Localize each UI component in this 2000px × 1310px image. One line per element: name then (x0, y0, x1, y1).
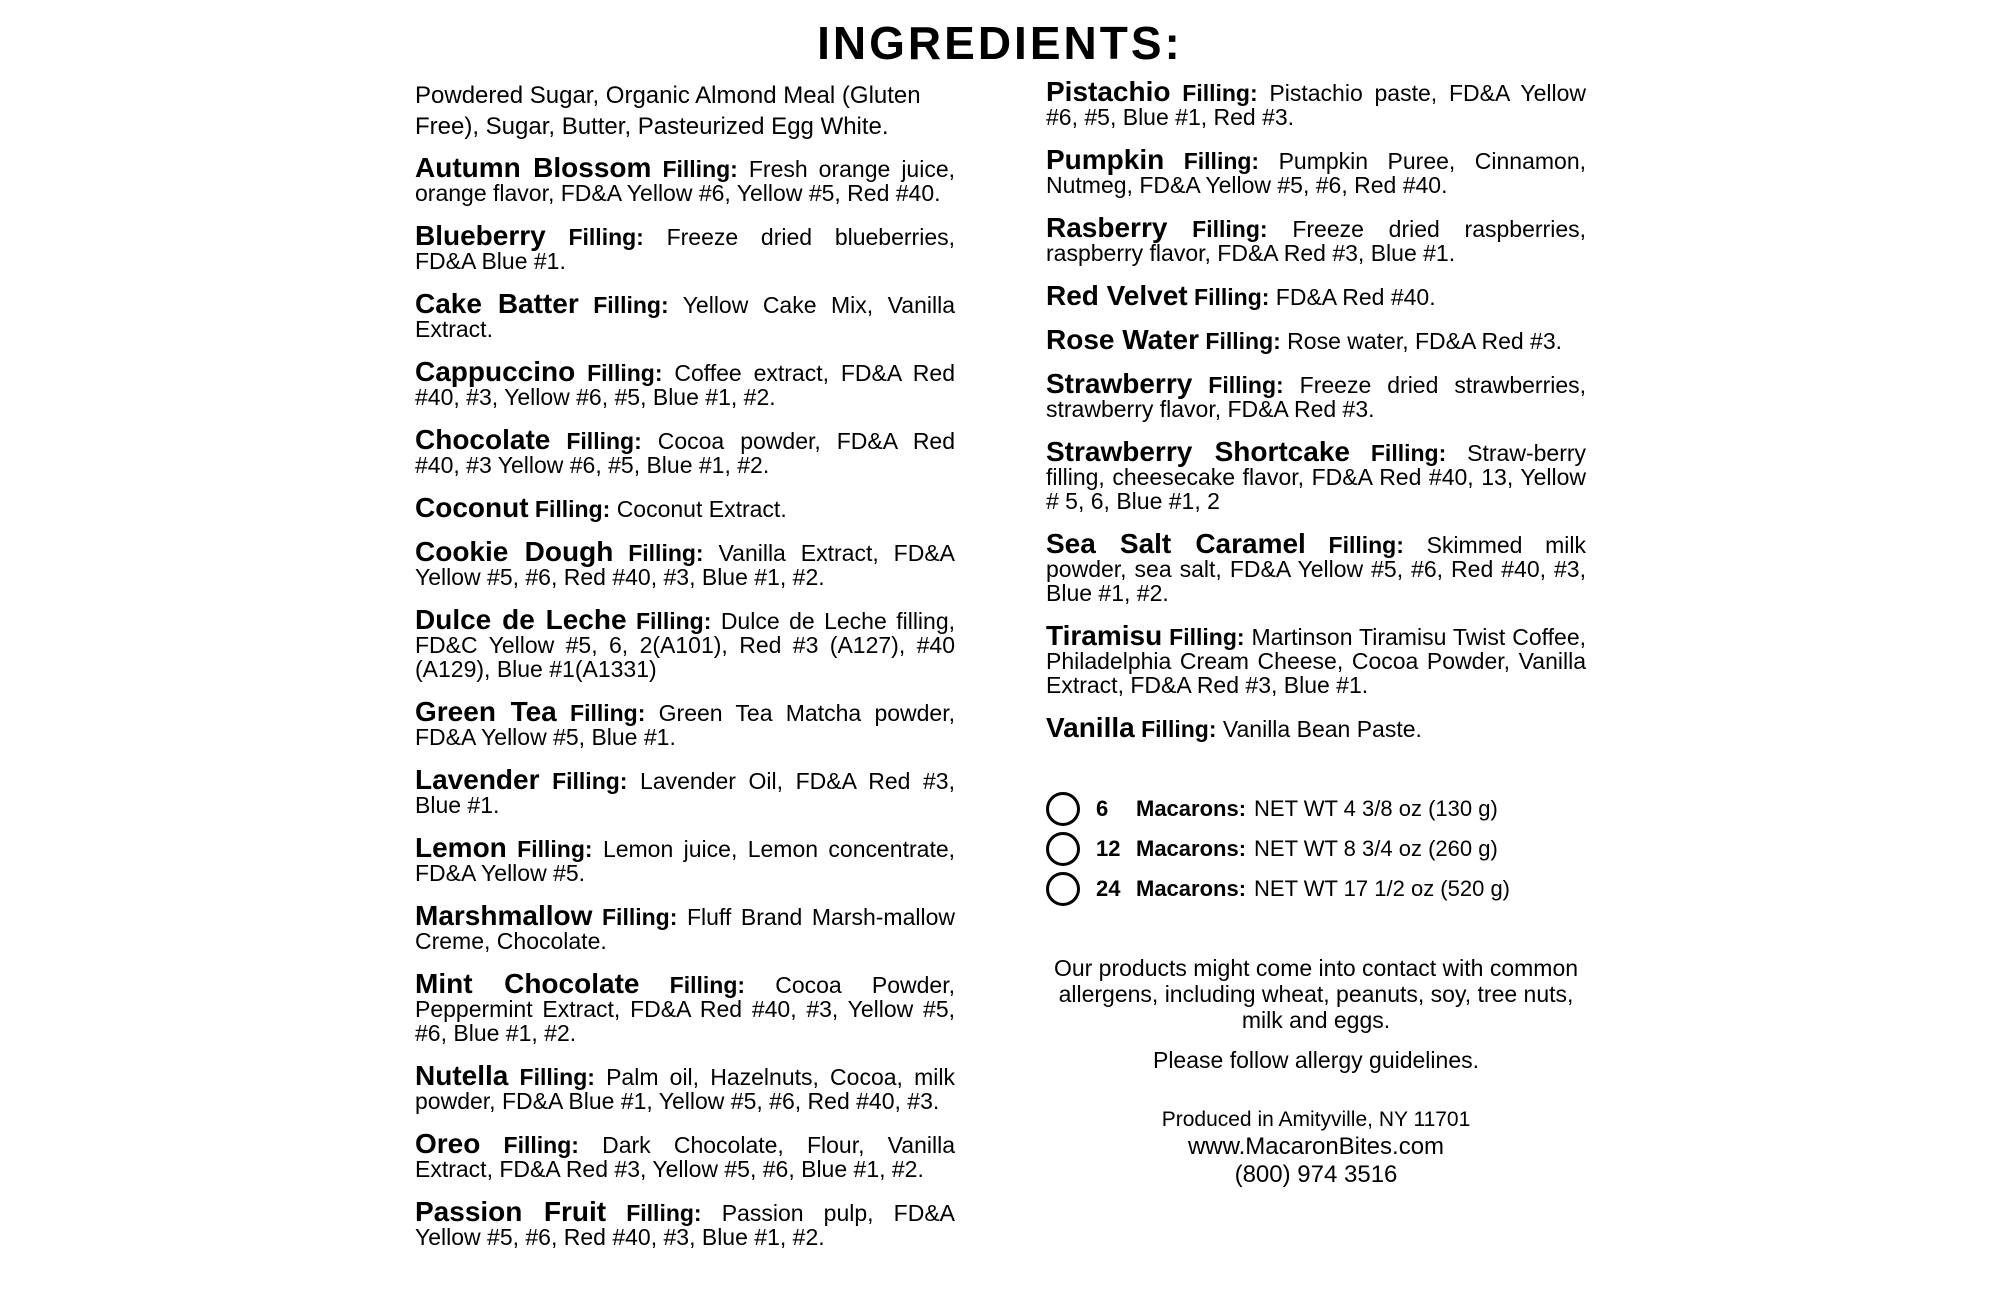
flavor-entry (1046, 212, 1586, 266)
left-flavor-list (415, 152, 956, 1250)
website-link[interactable]: www.MacaronBites.com (1187, 1133, 1445, 1160)
filling-label: Filling: (1194, 284, 1270, 310)
flavor-ingredients: Martinson Tiramisu Twist Coffee, Philadelphia Cream Cheese, Cocoa Powder, Vanilla Extract, FD&A Red #3, Blue #1. (1046, 624, 1587, 698)
flavor-name: Dulce de Leche (415, 604, 627, 635)
size-weight: NET WT 4 3/8 oz (130 g) (1254, 796, 1498, 821)
size-option-12[interactable] (1046, 829, 1586, 869)
flavor-ingredients: Lemon juice, Lemon concentrate, FD&A Yellow #5. (415, 836, 956, 886)
filling-label: Filling: (1208, 372, 1284, 398)
filling-label: Filling: (635, 608, 712, 634)
flavor-ingredients: Cocoa Powder, Peppermint Extract, FD&A Red #40, #3, Yellow #5, #6, Blue #1, #2. (415, 972, 955, 1046)
flavor-ingredients: Vanilla Extract, FD&A Yellow #5, #6, Red #40, #3, Blue #1, #2. (415, 540, 955, 590)
flavor-entry (415, 832, 956, 886)
filling-label: Filling: (626, 1200, 702, 1226)
flavor-entry (415, 536, 955, 590)
phone-number: (800) 974 3516 (1234, 1161, 1398, 1188)
flavor-ingredients: Dulce de Leche filling, FD&C Yellow #5, 6, 2(A101), Red #3 (A127), #40 (A129), Blue #1(A1331) (415, 608, 956, 682)
filling-label: Filling: (519, 1064, 595, 1090)
filling-label: Filling: (566, 428, 642, 454)
flavor-name: Vanilla (1046, 712, 1135, 743)
filling-label: Filling: (662, 156, 738, 182)
flavor-ingredients: FD&A Red #40. (1275, 284, 1436, 310)
flavor-name: Pumpkin (1046, 144, 1165, 175)
flavor-ingredients: Freeze dried raspberries, raspberry flavor, FD&A Red #3, Blue #1. (1046, 216, 1586, 266)
flavor-ingredients: Cocoa powder, FD&A Red #40, #3 Yellow #6, #5, Blue #1, #2. (415, 428, 956, 478)
filling-label: Filling: (534, 496, 611, 522)
flavor-entry (1046, 712, 1586, 743)
filling-label: Filling: (552, 768, 628, 794)
flavor-entry (1046, 76, 1587, 130)
flavor-name: Autumn Blossom (415, 152, 652, 183)
flavor-entry (415, 604, 956, 682)
flavor-name: Mint Chocolate (415, 968, 640, 999)
flavor-entry (415, 492, 955, 523)
allergy-guidelines: Please follow allergy guidelines. (1152, 1047, 1480, 1073)
flavor-entry (415, 1196, 955, 1250)
flavor-entry (415, 288, 955, 342)
filling-label: Filling: (570, 700, 646, 726)
allergy-note: Our products might come into contact with common allergens, including wheat, peanuts, soy, tree nuts, milk and eggs. (1053, 955, 1579, 1033)
size-count: 24 (1096, 876, 1121, 901)
flavor-entry (415, 900, 956, 954)
flavor-name: Cappuccino (415, 356, 576, 387)
flavor-ingredients: Pumpkin Puree, Cinnamon, Nutmeg, FD&A Yellow #5, #6, Red #40. (1046, 148, 1587, 198)
flavor-name: Green Tea (415, 696, 557, 727)
filling-label: Filling: (587, 360, 663, 386)
flavor-entry (1046, 436, 1587, 514)
right-column (1046, 76, 1587, 1189)
flavor-name: Strawberry Shortcake (1046, 436, 1350, 467)
flavor-name: Coconut (415, 492, 529, 523)
flavor-ingredients: Fluff Brand Marsh-mallow Creme, Chocolate. (415, 904, 956, 954)
left-column (415, 80, 955, 1268)
filling-label: Filling: (503, 1132, 579, 1158)
flavor-ingredients: Coconut Extract. (616, 496, 787, 522)
flavor-name: Rasberry (1046, 212, 1168, 243)
filling-label: Filling: (1328, 532, 1404, 558)
flavor-ingredients: Vanilla Bean Paste. (1222, 716, 1422, 742)
filling-label: Filling: (1183, 148, 1260, 174)
size-option-24[interactable] (1046, 869, 1586, 909)
flavor-name: Passion Fruit (415, 1196, 607, 1227)
filling-label: Filling: (593, 292, 669, 318)
page-title: INGREDIENTS: (817, 17, 1183, 69)
size-label: Macarons: (1136, 836, 1247, 861)
flavor-ingredients: Freeze dried blueberries, FD&A Blue #1. (415, 224, 955, 274)
flavor-ingredients: Skimmed milk powder, sea salt, FD&A Yellow #5, #6, Red #40, #3, Blue #1, #2. (1046, 532, 1586, 606)
filling-label: Filling: (1370, 440, 1447, 466)
flavor-entry (415, 1060, 955, 1114)
flavor-ingredients: Straw-berry filling, cheesecake flavor, FD&A Red #40, 13, Yellow # 5, 6, Blue #1, 2 (1046, 440, 1587, 514)
size-option-6[interactable] (1046, 789, 1586, 829)
flavor-name: Nutella (415, 1060, 509, 1091)
base-ingredients: Powdered Sugar, Organic Almond Meal (Gluten Free), Sugar, Butter, Pasteurized Egg White. (415, 82, 921, 140)
flavor-name: Rose Water (1046, 324, 1200, 355)
flavor-entry (415, 696, 956, 750)
size-weight: NET WT 8 3/4 oz (260 g) (1254, 836, 1498, 861)
flavor-ingredients: Green Tea Matcha powder, FD&A Yellow #5, Blue #1. (415, 700, 956, 750)
flavor-ingredients: Pistachio paste, FD&A Yellow #6, #5, Blue #1, Red #3. (1046, 80, 1587, 130)
filling-label: Filling: (1169, 624, 1245, 650)
flavor-name: Lavender (415, 764, 540, 795)
flavor-entry (415, 424, 956, 478)
size-label: Macarons: (1136, 876, 1247, 901)
filling-label: Filling: (568, 224, 644, 250)
flavor-ingredients: Lavender Oil, FD&A Red #3, Blue #1. (415, 768, 955, 818)
flavor-entry (415, 356, 955, 410)
package-size-options (1046, 789, 1586, 909)
flavor-entry (415, 152, 956, 206)
filling-label: Filling: (602, 904, 678, 930)
flavor-name: Pistachio (1046, 76, 1171, 107)
footer-notes (1046, 955, 1586, 1189)
flavor-name: Strawberry (1046, 368, 1193, 399)
flavor-name: Red Velvet (1046, 280, 1188, 311)
flavor-ingredients: Palm oil, Hazelnuts, Cocoa, milk powder, FD&A Blue #1, Yellow #5, #6, Red #40, #3. (415, 1064, 955, 1114)
right-flavor-list (1046, 76, 1587, 743)
flavor-entry (1046, 144, 1587, 198)
checkbox-circle-icon[interactable] (1046, 872, 1080, 906)
flavor-entry (415, 1128, 956, 1182)
size-weight: NET WT 17 1/2 oz (520 g) (1254, 876, 1511, 901)
flavor-name: Chocolate (415, 424, 551, 455)
flavor-ingredients: Rose water, FD&A Red #3. (1287, 328, 1563, 354)
flavor-entry (415, 220, 955, 274)
flavor-entry (1046, 324, 1586, 355)
flavor-entry (1046, 280, 1586, 311)
size-count: 6 (1096, 796, 1109, 821)
filling-label: Filling: (1141, 716, 1217, 742)
flavor-ingredients: Fresh orange juice, orange flavor, FD&A Yellow #6, Yellow #5, Red #40. (415, 156, 956, 206)
flavor-ingredients: Freeze dried strawberries, strawberry flavor, FD&A Red #3. (1046, 372, 1587, 422)
size-label: Macarons: (1136, 796, 1247, 821)
flavor-entry (1046, 620, 1587, 698)
flavor-entry (415, 968, 955, 1046)
flavor-entry (1046, 368, 1587, 422)
flavor-name: Oreo (415, 1128, 481, 1159)
filling-label: Filling: (1192, 216, 1268, 242)
flavor-ingredients: Dark Chocolate, Flour, Vanilla Extract, FD&A Red #3, Yellow #5, #6, Blue #1, #2. (415, 1132, 956, 1182)
flavor-name: Cake Batter (415, 288, 579, 319)
flavor-entry (415, 764, 955, 818)
flavor-name: Lemon (415, 832, 507, 863)
filling-label: Filling: (669, 972, 746, 998)
produced-location: Produced in Amityville, NY 11701 (1161, 1108, 1471, 1131)
size-count: 12 (1096, 836, 1121, 861)
flavor-ingredients: Passion pulp, FD&A Yellow #5, #6, Red #40, #3, Blue #1, #2. (415, 1200, 955, 1250)
flavor-name: Marshmallow (415, 900, 593, 931)
filling-label: Filling: (1182, 80, 1258, 106)
filling-label: Filling: (628, 540, 704, 566)
flavor-ingredients: Yellow Cake Mix, Vanilla Extract. (415, 292, 955, 342)
flavor-name: Sea Salt Caramel (1046, 528, 1306, 559)
checkbox-circle-icon[interactable] (1046, 792, 1080, 826)
checkbox-circle-icon[interactable] (1046, 832, 1080, 866)
flavor-entry (1046, 528, 1586, 606)
flavor-name: Cookie Dough (415, 536, 614, 567)
flavor-name: Tiramisu (1046, 620, 1163, 651)
filling-label: Filling: (517, 836, 593, 862)
flavor-ingredients: Coffee extract, FD&A Red #40, #3, Yellow #6, #5, Blue #1, #2. (415, 360, 955, 410)
filling-label: Filling: (1205, 328, 1281, 354)
flavor-name: Blueberry (415, 220, 546, 251)
